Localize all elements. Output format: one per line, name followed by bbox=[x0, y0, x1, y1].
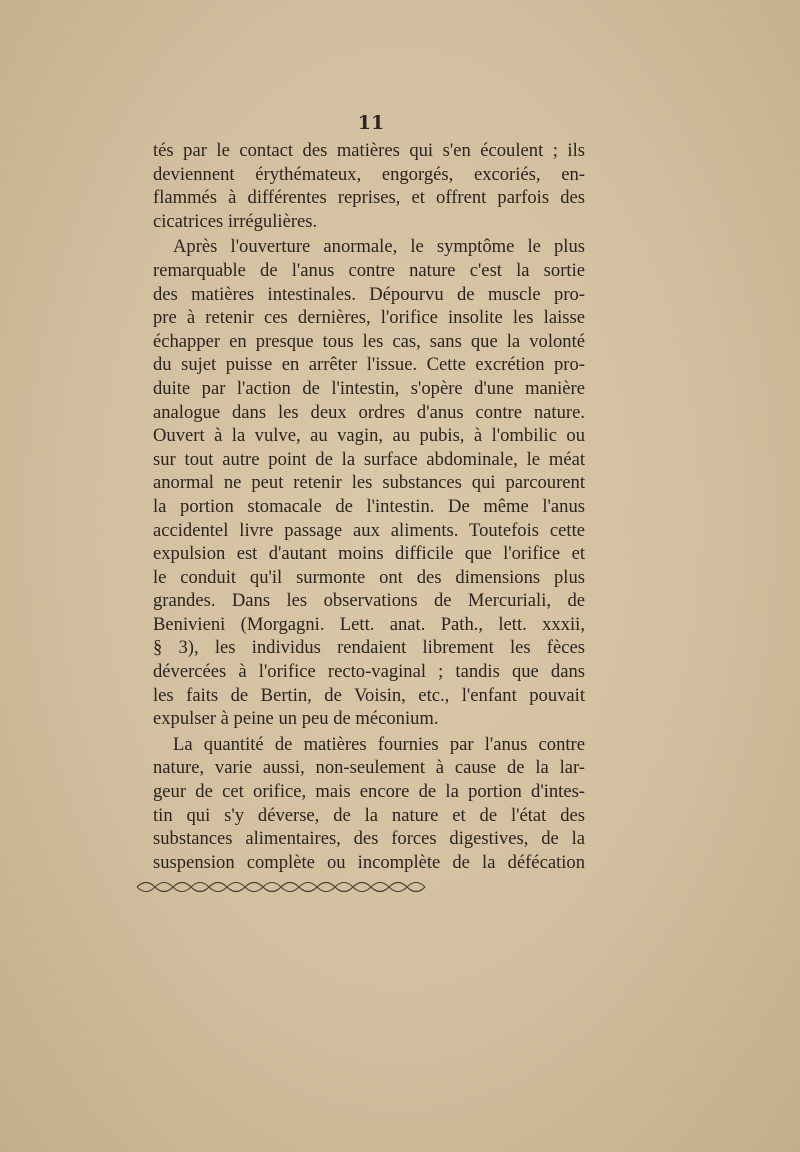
text-line: la portion stomacale de l'intestin. De même l'anus bbox=[153, 495, 585, 517]
text-line: dévercées à l'orifice recto-vaginal ; tandis que dans bbox=[153, 661, 585, 683]
text-line: Ouvert à la vulve, au vagin, au pubis, à l'ombilic ou bbox=[153, 425, 585, 447]
text-line: sur tout autre point de la surface abdominale, le méat bbox=[153, 448, 585, 470]
text-line: tin qui s'y déverse, de la nature et de l'état des bbox=[153, 804, 585, 826]
text-line: cicatrices irrégulières. bbox=[153, 210, 318, 232]
text-line: La quantité de matières fournies par l'anus contre bbox=[173, 733, 585, 755]
text-line: pre à retenir ces dernières, l'orifice insolite les laisse bbox=[153, 307, 585, 329]
text-line: Benivieni (Morgagni. Lett. anat. Path., lett. xxxii, bbox=[153, 613, 585, 635]
text-line: geur de cet orifice, mais encore de la portion d'intes- bbox=[153, 781, 585, 803]
text-line: accidentel livre passage aux aliments. Toutefois cette bbox=[153, 519, 585, 541]
text-line: échapper en presque tous les cas, sans que la volonté bbox=[153, 330, 585, 352]
text-line: flammés à différentes reprises, et offrent parfois des bbox=[153, 187, 585, 209]
decorative-rule bbox=[135, 880, 435, 894]
text-line: expulsion est d'autant moins difficile que l'orifice et bbox=[153, 543, 585, 565]
text-line: expulser à peine un peu de méconium. bbox=[153, 708, 439, 730]
text-line: suspension complète ou incomplète de la défécation bbox=[153, 851, 585, 873]
text-line: substances alimentaires, des forces digestives, de la bbox=[153, 828, 585, 850]
text-line: grandes. Dans les observations de Mercuriali, de bbox=[153, 590, 585, 612]
text-line: Après l'ouverture anormale, le symptôme le plus bbox=[173, 236, 585, 258]
body-text bbox=[153, 139, 585, 874]
text-line: nature, varie aussi, non-seulement à cause de la lar- bbox=[153, 757, 585, 779]
text-line: les faits de Bertin, de Voisin, etc., l'enfant pouvait bbox=[153, 684, 585, 706]
text-line: analogue dans les deux ordres d'anus contre nature. bbox=[153, 401, 585, 423]
text-line: duite par l'action de l'intestin, s'opère d'une manière bbox=[153, 377, 585, 399]
text-line: des matières intestinales. Dépourvu de muscle pro- bbox=[153, 283, 585, 305]
text-line: deviennent érythémateux, engorgés, excoriés, en- bbox=[153, 163, 585, 185]
text-line: tés par le contact des matières qui s'en écoulent ; ils bbox=[153, 140, 585, 161]
text-line: anormal ne peut retenir les substances qui parcourent bbox=[153, 472, 585, 494]
page-number: 11 bbox=[357, 112, 385, 134]
text-line: le conduit qu'il surmonte ont des dimensions plus bbox=[153, 566, 585, 588]
text-line: remarquable de l'anus contre nature c'est la sortie bbox=[153, 259, 585, 281]
text-line: du sujet puisse en arrêter l'issue. Cette excrétion pro- bbox=[153, 354, 585, 376]
text-line: § 3), les individus rendaient librement les fèces bbox=[153, 637, 585, 659]
